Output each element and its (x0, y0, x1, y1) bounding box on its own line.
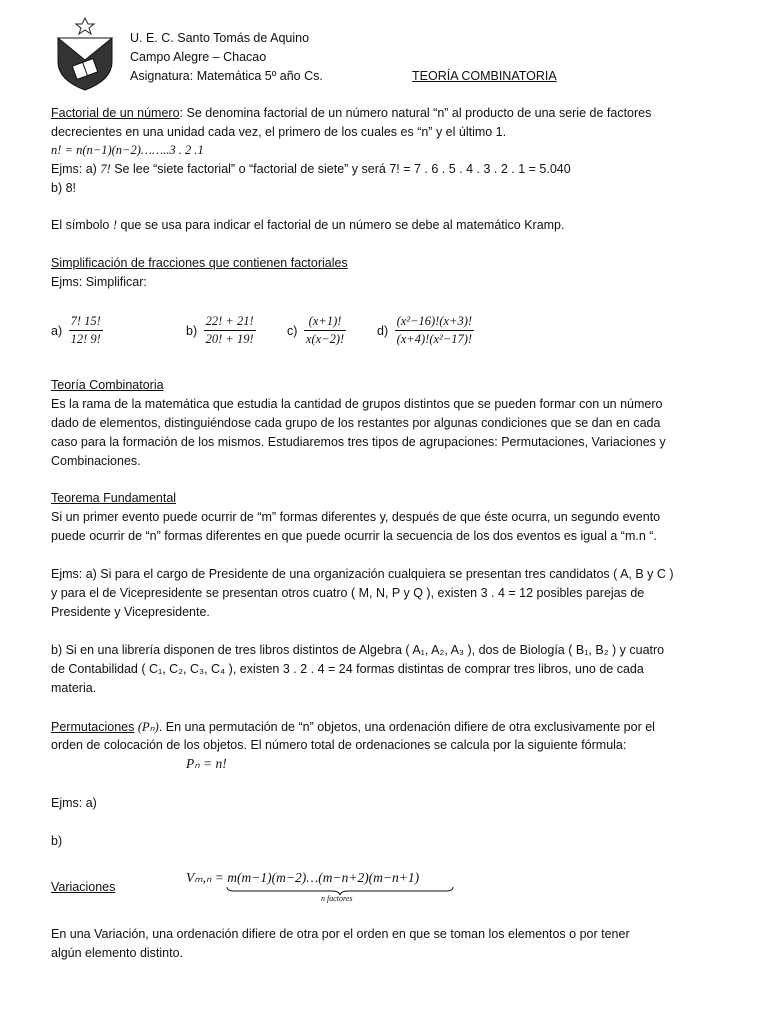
permutaciones-heading: Permutaciones (51, 720, 135, 734)
fraction-c-label: c) (287, 323, 298, 338)
fraction-a-den: 12! 9! (70, 332, 101, 346)
example-a-math: 7! (100, 162, 111, 176)
simplificacion-heading: Simplificación de fracciones que contienen factoriales (51, 256, 348, 270)
factorial-example-a (51, 162, 571, 177)
factorial-paragraph-1 (51, 106, 651, 120)
teorema-line-2: puede ocurrir de “n” formas diferentes en que puede ocurrir la secuencia de los dos eventos es igual a “m.n “. (51, 529, 657, 543)
factorial-heading: Factorial de un número (51, 106, 180, 120)
fraction-c-den: x(x−2)! (305, 332, 345, 346)
fraction-a (51, 314, 106, 347)
school-location: Campo Alegre – Chacao (130, 50, 267, 64)
symbol-mark: ! (112, 218, 118, 232)
simplificacion-subtitle: Ejms: Simplificar: (51, 275, 147, 289)
teoria-line-3: caso para la formación de los mismos. Estudiaremos tres tipos de agrupaciones: Permutaciones, Variaciones y (51, 435, 666, 449)
permutaciones-example-b: b) (51, 834, 63, 848)
teoria-line-2: dado de elementos, distinguiéndose cada grupo de los restantes por algunas condiciones que se dan en cada (51, 416, 661, 430)
fraction-d-num: (x²−16)!(x+3)! (395, 314, 474, 331)
school-name: U. E. C. Santo Tomás de Aquino (130, 31, 310, 45)
fraction-b-expr (204, 314, 256, 347)
fraction-b-den: 20! + 19! (205, 332, 254, 346)
permutaciones-line-2: orden de colocación de los objetos. El número total de ordenaciones se calcula por la siguiente fórmula: (51, 738, 627, 752)
teoria-line-1: Es la rama de la matemática que estudia la cantidad de grupos distintos que se pueden formar con un número (51, 397, 663, 411)
permutaciones-text-1: . En una permutación de “n” objetos, una ordenación difiere de otra exclusivamente por el (158, 720, 655, 734)
variaciones-heading: Variaciones (51, 880, 116, 894)
subject-line: Asignatura: Matemática 5º año Cs. (130, 69, 323, 83)
school-crest (54, 16, 116, 92)
variaciones-formula: Vₘ,ₙ = m(m−1)(m−2)…(m−n+2)(m−n+1) (186, 870, 420, 885)
fraction-a-num: 7! 15! (69, 314, 103, 331)
teoria-line-4: Combinaciones. (51, 454, 141, 468)
fraction-b-label: b) (186, 323, 198, 338)
teoria-heading: Teoría Combinatoria (51, 378, 164, 392)
fraction-d-den: (x+4)!(x²−17)! (396, 332, 473, 346)
topic-title: TEORÍA COMBINATORIA (412, 69, 557, 83)
fraction-d-label: d) (377, 323, 389, 338)
teorema-heading: Teorema Fundamental (51, 491, 177, 505)
factorial-formula: n! = n(n−1)(n−2)……..3 . 2 .1 (51, 143, 204, 157)
teorema-example-a-2: y para el de Vicepresidente se presentan otros cuatro ( M, N, P y Q ), existen 3 . 4 = 12 posibles parejas de (51, 586, 645, 600)
factorial-example-b: b) 8! (51, 181, 77, 195)
permutaciones-symbol: (Pₙ) (137, 720, 159, 734)
permutaciones-line-1 (51, 719, 655, 735)
fraction-d (377, 314, 477, 347)
fraction-c-expr (304, 314, 346, 347)
teorema-example-b-2: de Contabilidad ( C₁, C₂, C₃, C₄ ), existen 3 . 2 . 4 = 24 formas distintas de comprar tres libros, uno de cada (51, 662, 644, 676)
permutaciones-example-a: Ejms: a) (51, 796, 97, 810)
example-a-text: Se lee “siete factorial” o “factorial de siete” y será 7! = 7 . 6 . 5 . 4 . 3 . 2 . 1 = 5.040 (110, 162, 571, 176)
fraction-d-expr (395, 314, 474, 347)
example-label: Ejms: a) (51, 162, 101, 176)
teorema-example-b-3: materia. (51, 681, 97, 695)
teorema-line-1: Si un primer evento puede ocurrir de “m” formas diferentes y, después de que éste ocurra, un segundo evento (51, 510, 661, 524)
factorial-paragraph-2: decrecientes en una unidad cada vez, el primero de los cuales es “n” y el último 1. (51, 125, 507, 139)
factorial-symbol-note (51, 218, 564, 233)
fraction-a-label: a) (51, 323, 63, 338)
symbol-note-post: que se usa para indicar el factorial de un número se debe al matemático Kramp. (117, 218, 565, 232)
teorema-example-b-1: b) Si en una librería disponen de tres libros distintos de Algebra ( A₁, A₂, A₃ ), dos de Biología ( B₁, B₂ ) y cuatro (51, 643, 665, 657)
fraction-b (186, 314, 259, 347)
variaciones-line-1: En una Variación, una ordenación difiere de otra por el orden en que se toman los elementos o por tener (51, 927, 630, 941)
fraction-b-num: 22! + 21! (204, 314, 256, 331)
teorema-example-a-3: Presidente y Vicepresidente. (51, 605, 210, 619)
teorema-example-a-1: Ejms: a) Si para el cargo de Presidente de una organización cualquiera se presentan tres candidatos ( A, B y C ) (51, 567, 674, 581)
fraction-c (287, 314, 349, 347)
permutaciones-formula: Pₙ = n! (186, 756, 227, 771)
variaciones-brace-label: n factores (321, 894, 353, 903)
fraction-a-expr (69, 314, 103, 347)
variaciones-line-2: algún elemento distinto. (51, 946, 184, 960)
factorial-text-1: : Se denomina factorial de un número natural “n” al producto de una serie de factores (179, 106, 652, 120)
fraction-c-num: (x+1)! (304, 314, 346, 331)
symbol-note-pre: El símbolo (51, 218, 113, 232)
